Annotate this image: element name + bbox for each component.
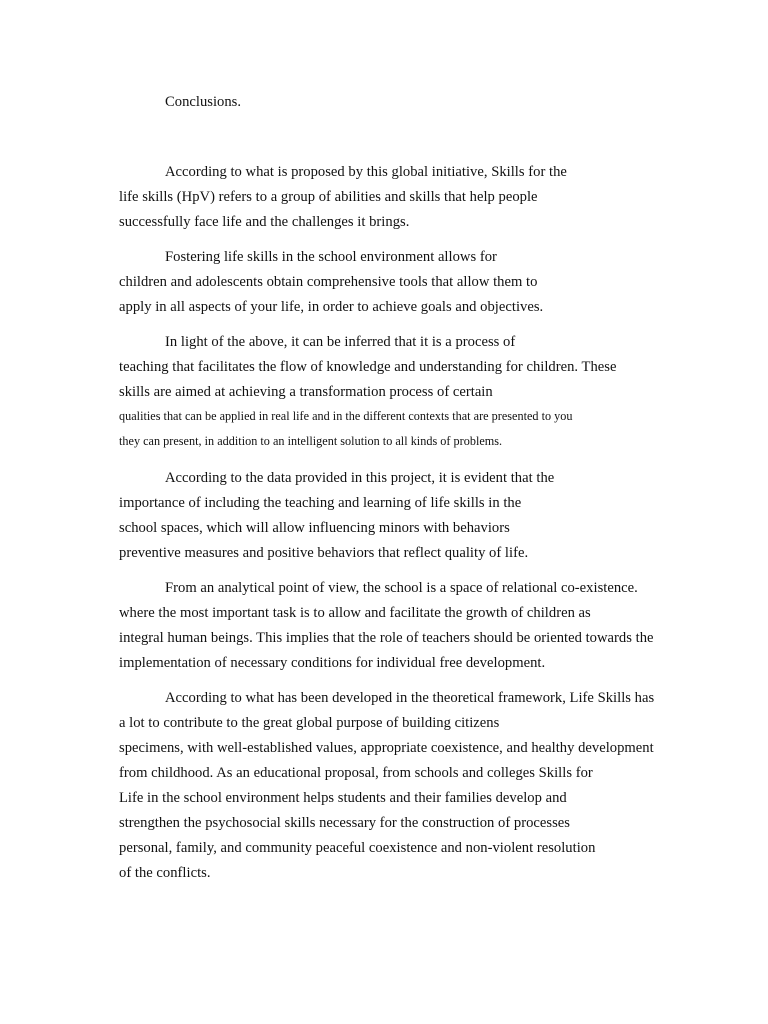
text-line: where the most important task is to allow and facilitate the growth of children as [119,605,591,621]
text-line: a lot to contribute to the great global purpose of building citizens [119,715,500,731]
text-line: personal, family, and community peaceful coexistence and non-violent resolution [119,840,596,856]
text-line: qualities that can be applied in real life and in the different contexts that are presented to you [119,409,573,423]
text-line: Life in the school environment helps students and their families develop and [119,790,567,806]
text-line: According to what is proposed by this global initiative, Skills for the [165,164,567,180]
text-line: successfully face life and the challenges it brings. [119,214,410,230]
text-line: life skills (HpV) refers to a group of abilities and skills that help people [119,189,538,205]
text-line: from childhood. As an educational proposal, from schools and colleges Skills for [119,765,593,781]
text-line: implementation of necessary conditions for individual free development. [119,655,546,671]
text-line: strengthen the psychosocial skills necessary for the construction of processes [119,815,571,831]
text-line: skills are aimed at achieving a transformation process of certain [119,384,493,400]
text-line: preventive measures and positive behaviors that reflect quality of life. [119,545,529,561]
page-title: Conclusions. [165,94,242,110]
text-line: integral human beings. This implies that the role of teachers should be oriented towards the [119,630,654,646]
text-line: According to the data provided in this project, it is evident that the [165,470,555,486]
text-line: apply in all aspects of your life, in order to achieve goals and objectives. [119,299,544,315]
text-line: importance of including the teaching and learning of life skills in the [119,495,522,511]
text-line: they can present, in addition to an intelligent solution to all kinds of problems. [119,434,503,448]
text-line: In light of the above, it can be inferred that it is a process of [165,334,516,350]
text-line: school spaces, which will allow influencing minors with behaviors [119,520,510,536]
text-line: From an analytical point of view, the school is a space of relational co-existence. [165,580,638,596]
text-line: According to what has been developed in the theoretical framework, Life Skills has [165,690,655,706]
text-line: Fostering life skills in the school environment allows for [165,249,497,265]
text-line: of the conflicts. [119,865,211,881]
text-line: teaching that facilitates the flow of knowledge and understanding for children. These [119,359,617,375]
text-line: specimens, with well-established values, appropriate coexistence, and healthy development [119,740,654,756]
text-line: children and adolescents obtain comprehensive tools that allow them to [119,274,538,290]
